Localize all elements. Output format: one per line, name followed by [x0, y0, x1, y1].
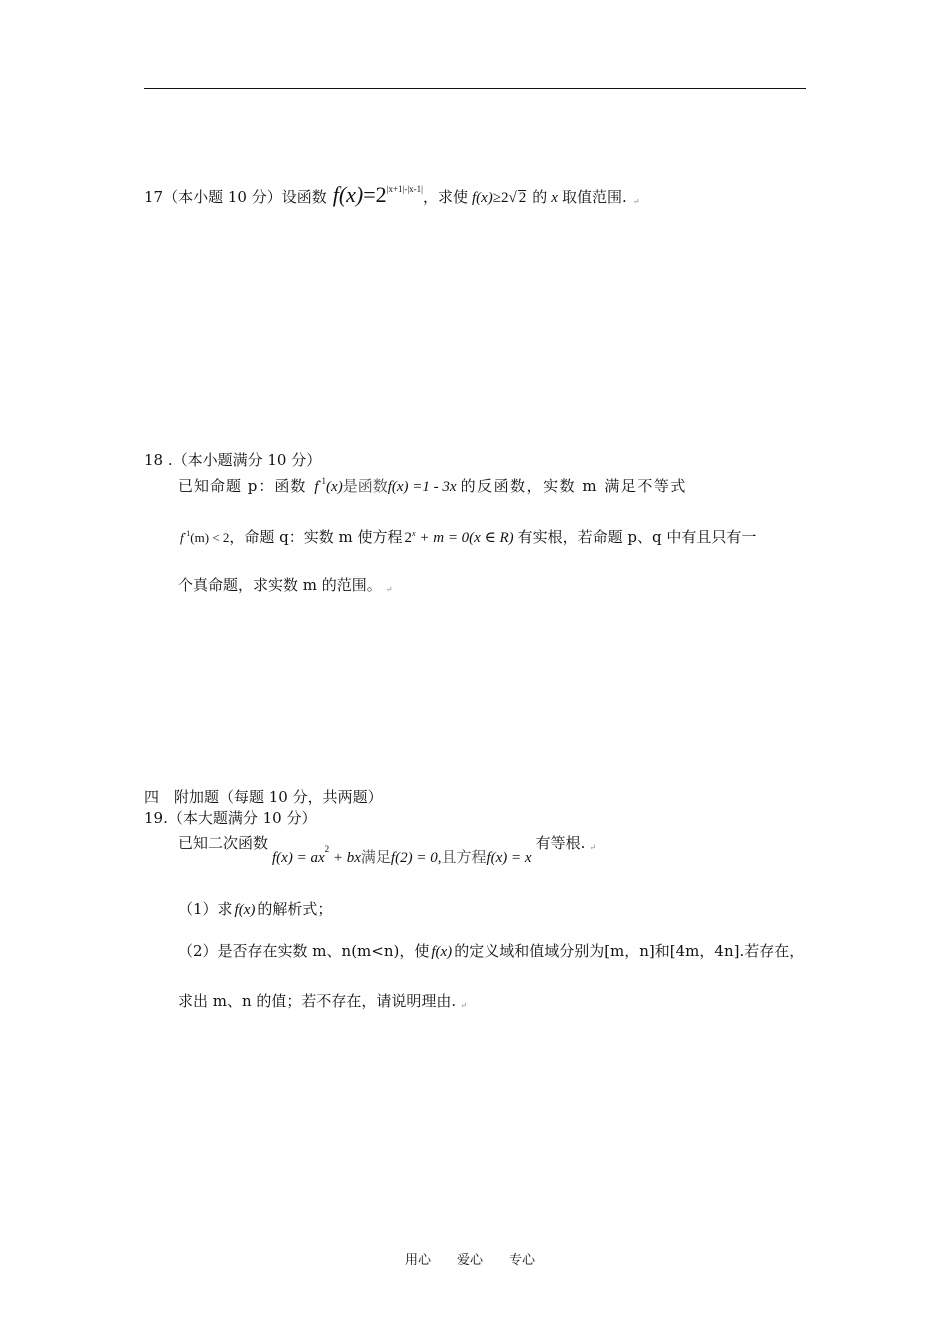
q19-part1-b: 的解析式； [257, 900, 333, 918]
q17-mid: ，求使 [422, 188, 468, 206]
footer-c: 专心 [509, 1253, 536, 1268]
q19-formula-2: + bx [329, 850, 361, 866]
q18-function-def: f(x) =1 - 3x [387, 479, 457, 495]
q19-part1-f: f(x) [234, 902, 256, 918]
q17-condition-fx: f(x) [471, 190, 493, 206]
q17-variable: x [551, 190, 558, 206]
q19-formula-4: f(x) = x [486, 850, 532, 866]
q19-line1-b: 有等根. [535, 834, 586, 852]
q18-line1-b: 的反函数，实数 m 满足不等式 [460, 477, 687, 495]
q17-sqrt-radicand: 2 [518, 190, 527, 206]
q19-part2-b: 的定义域和值域分别为[m，n]和[4m，4n].若存在， [454, 942, 805, 960]
q19-part1-a: （1）求 [178, 900, 233, 918]
q19-formula-1: f(x) = ax [272, 850, 325, 866]
q19-part-2 [178, 944, 804, 960]
q17-suffix: 取值范围. [561, 188, 627, 206]
q19-line1-a: 已知二次函数 [178, 834, 269, 852]
q18-line-3 [178, 578, 392, 593]
q18-line1-a: 已知命题 p：函数 [178, 477, 307, 495]
q18-inverse-sup: -1 [318, 476, 327, 486]
q18-ineq-sup: -1 [183, 529, 191, 538]
q17-sqrt-icon: √ [508, 190, 517, 206]
q17-condition-op: ≥2 [492, 190, 509, 206]
q18-inverse-arg: (x) [326, 479, 343, 495]
q18-heading: 18 .（本小题满分 10 分） [144, 451, 322, 469]
q19-part2-f: f(x) [431, 944, 453, 960]
q19-part-1 [178, 902, 332, 918]
q17-equals-two: =2 [363, 182, 387, 207]
q18-eq-rest: + m = 0(x ∈ R) [415, 530, 514, 546]
q19-part2-c: 求出 m、n 的值；若不存在，请说明理由. [178, 992, 457, 1010]
q18-eq-sup: x [412, 529, 416, 538]
footer [405, 1254, 535, 1267]
q19-cond-1: 满足 [360, 848, 391, 866]
footer-b: 爱心 [457, 1253, 484, 1268]
q18-eq-base: 2 [404, 530, 413, 546]
q18-ineq-rest: (m) < 2 [190, 530, 230, 545]
section4-heading: 四 附加题（每题 10 分，共两题） [144, 788, 383, 806]
q18-inverse-f: f [314, 479, 319, 495]
q19-paragraph-mark-2: ↵ [460, 1001, 467, 1010]
q18-line2-b: 有实根，若命题 p、q 中有且只有一 [517, 528, 757, 546]
q18-line3-text: 个真命题，求实数 m 的范围。 [178, 576, 382, 594]
header-rule [144, 88, 806, 89]
q19-part2-a: （2）是否存在实数 m、n(m<n)，使 [178, 942, 430, 960]
q19-cond-2: 且方程 [441, 848, 487, 866]
q19-formula-sup: 2 [324, 844, 330, 854]
q17-de: 的 [532, 188, 548, 206]
q17-line [144, 184, 639, 206]
q18-line-1 [178, 476, 687, 495]
q18-is-function: 是函数 [342, 477, 388, 495]
footer-a: 用心 [405, 1253, 432, 1268]
q17-paragraph-mark: ↵ [632, 197, 640, 206]
q18-line2-a: ，命题 q：实数 m 使方程 [229, 528, 403, 546]
q18-paragraph-mark: ↵ [385, 585, 393, 594]
q19-heading: 19.（本大题满分 10 分） [144, 809, 317, 827]
q18-ineq-f: f [180, 530, 184, 545]
q19-paragraph-mark-1: ↵ [589, 843, 597, 852]
q17-function: f(x) [332, 182, 364, 207]
q17-exponent: |x+1|-|x-1| [386, 184, 423, 194]
q17-prefix: 17（本小题 10 分）设函数 [144, 188, 327, 206]
q19-part-2-cont [178, 994, 467, 1009]
q19-line-1 [178, 834, 597, 866]
q19-formula-3: f(2) = 0, [390, 850, 442, 866]
q18-line-2 [180, 530, 756, 546]
